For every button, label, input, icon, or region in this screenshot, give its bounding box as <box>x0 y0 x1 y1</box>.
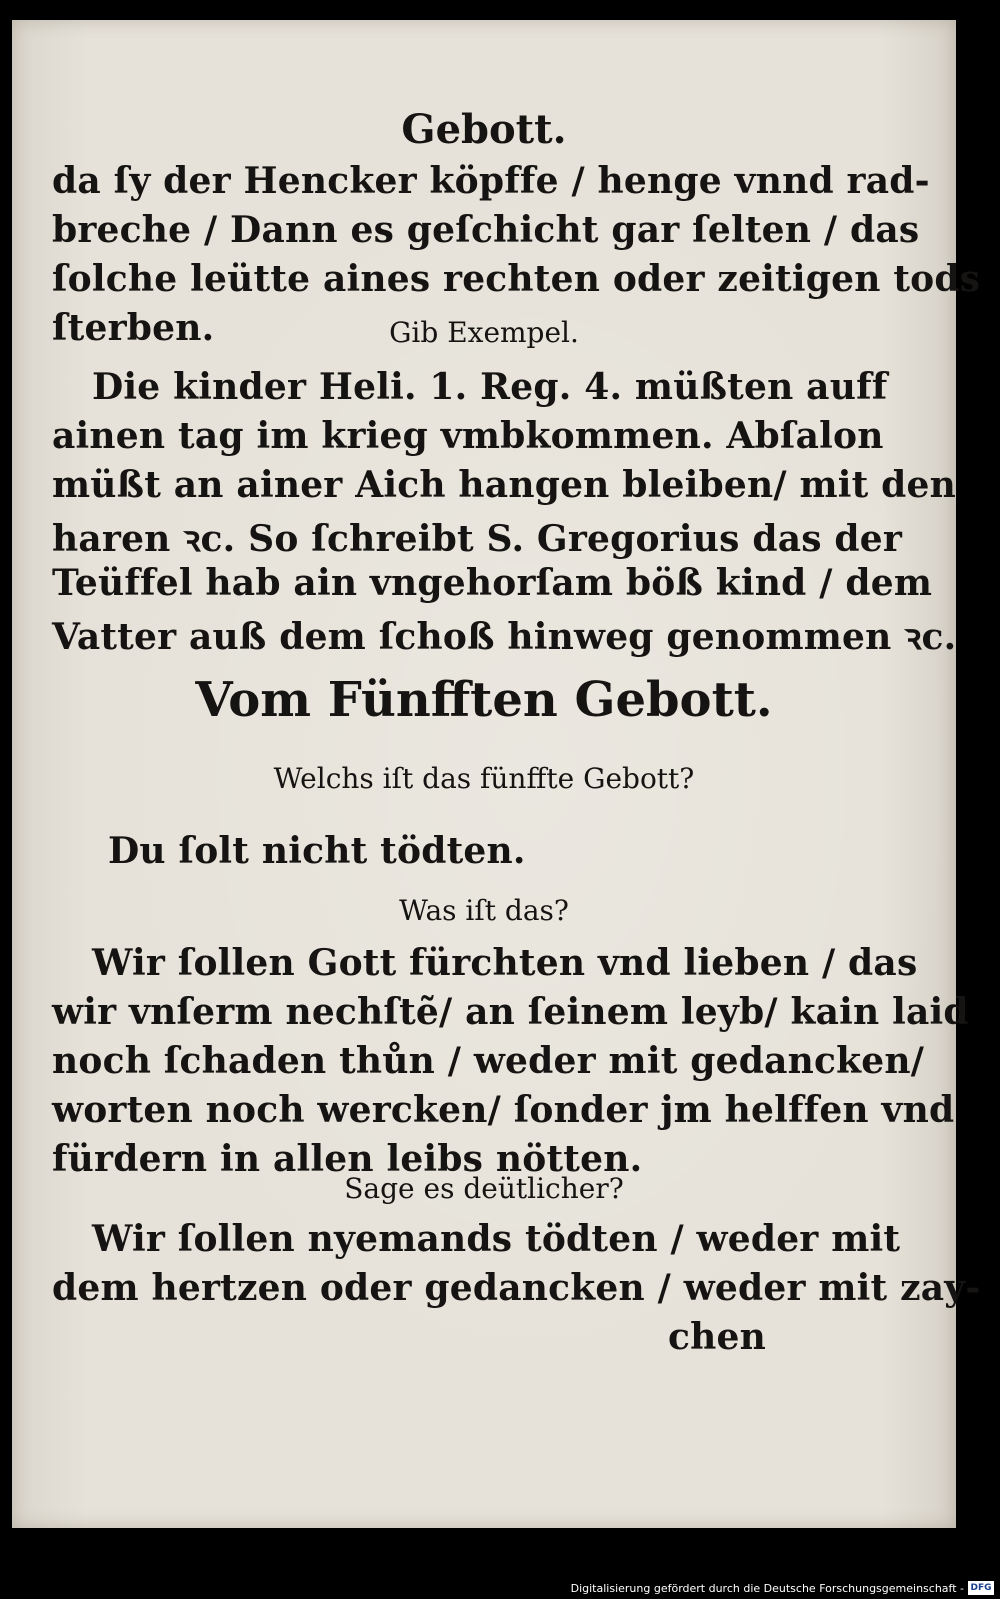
section-title: Vom Fünfften Gebott. <box>195 672 773 728</box>
text-line: noch ſchaden thůn / weder mit gedancken/ <box>52 1040 925 1082</box>
text-line: ſolche leütte aines rechten oder zeitigen tods <box>52 258 981 300</box>
book-page <box>12 20 981 1528</box>
text-line: breche / Dann es geſchicht gar ſelten / das <box>52 209 920 251</box>
footer-credit: Digitalisierung gefördert durch die Deutsche Forschungsgemeinschaft - <box>570 1582 964 1595</box>
text-line: haren ꝛc. So ſchreibt S. Gregorius das der <box>52 518 903 560</box>
text-line: wir vnſerm nechſtẽ/ an ſeinem leyb/ kain laid <box>52 991 969 1033</box>
text-line: da ſy der Hencker köpffe / henge vnnd rad- <box>52 160 930 202</box>
text-line: Vatter auß dem ſchoß hinweg genommen ꝛc. <box>52 616 957 658</box>
text-line: Teüffel hab ain vngehorſam böß kind / dem <box>52 562 933 604</box>
question-heading: Sage es deütlicher? <box>344 1172 624 1205</box>
text-line: Wir ſollen nyemands tödten / weder mit <box>92 1218 901 1260</box>
catchword: chen <box>668 1316 766 1358</box>
question-heading: Was iſt das? <box>399 894 569 927</box>
text-line: ſterben. <box>52 307 215 349</box>
text-line: fürdern in allen leibs nötten. <box>52 1138 643 1180</box>
text-line: ainen tag im krieg vmbkommen. Abſalon <box>52 415 884 457</box>
subheading-example: Gib Exempel. <box>389 316 579 349</box>
text-line: müßt an ainer Aich hangen bleiben/ mit den <box>52 464 957 506</box>
text-line: Die kinder Heli. 1. Reg. 4. müßten auff <box>92 366 888 408</box>
text-line: dem hertzen oder gedancken / weder mit zay- <box>52 1267 981 1309</box>
text-line: Wir ſollen Gott fürchten vnd lieben / das <box>92 942 918 984</box>
commandment-text: Du ſolt nicht tödten. <box>108 830 526 872</box>
dfg-logo-icon: DFG <box>968 1581 994 1595</box>
question-heading: Welchs iſt das fünffte Gebott? <box>273 762 695 795</box>
text-line: worten noch wercken/ ſonder jm helffen vnd <box>52 1089 955 1131</box>
running-head: Gebott. <box>401 106 567 153</box>
